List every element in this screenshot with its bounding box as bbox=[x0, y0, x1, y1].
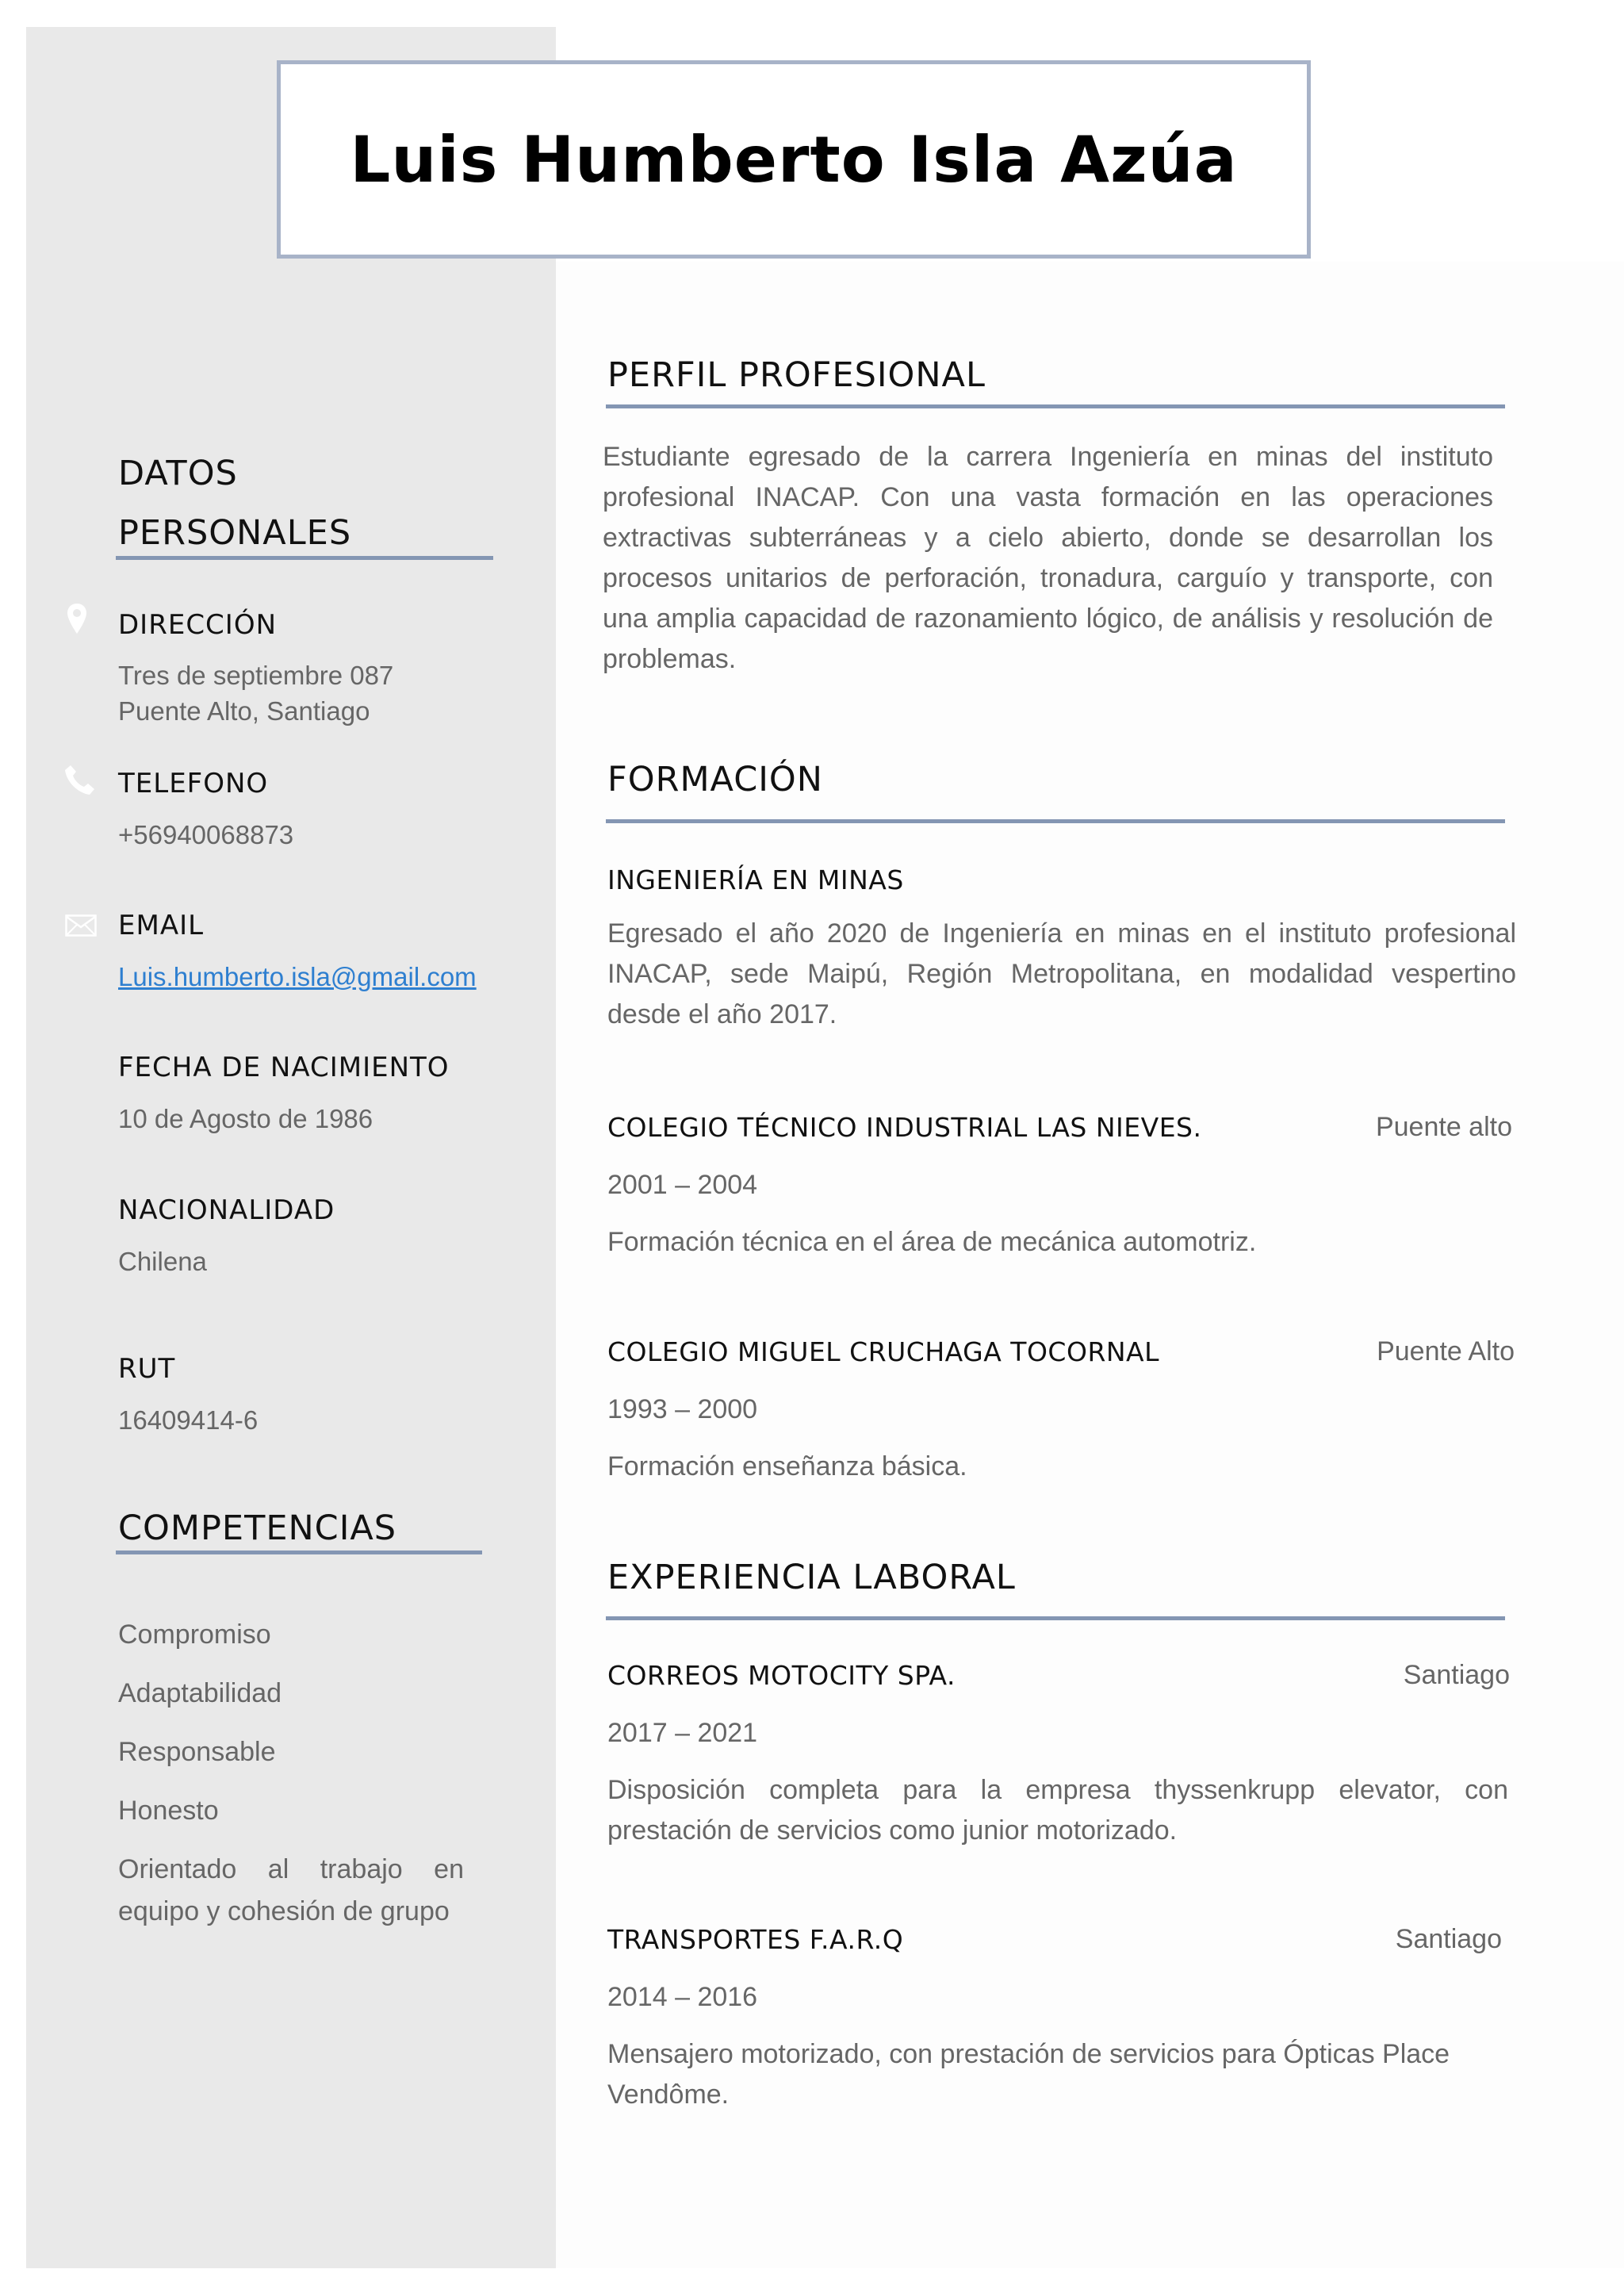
nationality-label: NACIONALIDAD bbox=[118, 1194, 335, 1226]
education-item-text: Egresado el año 2020 de Ingeniería en minas en el instituto profesional INACAP, sede Maipú, Región Metropolitana, en modalidad vespertino desde el año 2017. bbox=[607, 918, 1516, 1029]
experience-divider bbox=[606, 1616, 1505, 1620]
address-line2: Puente Alto, Santiago bbox=[118, 696, 370, 726]
experience-title: EXPERIENCIA LABORAL bbox=[607, 1558, 1016, 1597]
experience-item-title: CORREOS MOTOCITY SPA. bbox=[607, 1660, 956, 1691]
birth-value: 10 de Agosto de 1986 bbox=[118, 1104, 373, 1133]
competency-item: Responsable bbox=[118, 1737, 276, 1767]
personal-data-title-line1: DATOS bbox=[118, 454, 238, 493]
profile-title: PERFIL PROFESIONAL bbox=[607, 355, 986, 395]
profile-divider bbox=[606, 404, 1505, 408]
experience-item-title: TRANSPORTES F.A.R.Q bbox=[607, 1924, 904, 1955]
education-title: FORMACIÓN bbox=[607, 760, 823, 799]
education-item-text: Formación técnica en el área de mecánica automotriz. bbox=[607, 1227, 1257, 1257]
rut-label: RUT bbox=[118, 1353, 176, 1385]
email-link[interactable]: Luis.humberto.isla@gmail.com bbox=[118, 962, 477, 991]
personal-data-title-line2: PERSONALES bbox=[118, 513, 352, 553]
competency-item: Orientado al trabajo en equipo y cohesión de grupo bbox=[118, 1854, 464, 1926]
experience-item-text: Disposición completa para la empresa thyssenkrupp elevator, con prestación de servicios como junior motorizado. bbox=[607, 1775, 1508, 1846]
competency-item: Compromiso bbox=[118, 1619, 271, 1650]
personal-data-title bbox=[118, 444, 351, 563]
education-item-text: Formación enseñanza básica. bbox=[607, 1451, 967, 1481]
mail-icon bbox=[65, 914, 97, 937]
education-divider bbox=[606, 819, 1505, 823]
person-name: Luis Humberto Isla Azúa bbox=[350, 122, 1238, 197]
competency-item: Honesto bbox=[118, 1796, 219, 1826]
rut-value: 16409414-6 bbox=[118, 1405, 259, 1435]
name-header-box bbox=[277, 60, 1311, 259]
personal-data-divider bbox=[116, 556, 493, 560]
location-pin-icon bbox=[67, 603, 87, 634]
address-line1: Tres de septiembre 087 bbox=[118, 661, 394, 690]
email-label: EMAIL bbox=[118, 910, 205, 941]
education-item-title: COLEGIO TÉCNICO INDUSTRIAL LAS NIEVES. bbox=[607, 1112, 1202, 1143]
experience-item-years: 2014 – 2016 bbox=[607, 1982, 758, 2012]
birth-label: FECHA DE NACIMIENTO bbox=[118, 1052, 450, 1083]
experience-item-place: Santiago bbox=[1395, 1924, 1502, 1954]
education-item-place: Puente alto bbox=[1375, 1112, 1512, 1142]
education-item-years: 1993 – 2000 bbox=[607, 1394, 758, 1424]
experience-item-text: Mensajero motorizado, con prestación de servicios para Ópticas Place Vendôme. bbox=[607, 2039, 1450, 2110]
nationality-value: Chilena bbox=[118, 1247, 207, 1276]
address-label: DIRECCIÓN bbox=[118, 609, 278, 641]
competency-item: Adaptabilidad bbox=[118, 1678, 282, 1708]
education-item-place: Puente Alto bbox=[1377, 1336, 1515, 1366]
competencies-divider bbox=[116, 1550, 482, 1554]
profile-text: Estudiante egresado de la carrera Ingeniería en minas del instituto profesional INACAP. Con una vasta formación en las operaciones extractivas subterráneas y a cielo abierto, donde se desarrollan los procesos unitarios de perforación, tronadura, carguío y transporte, con una amplia capacidad de razonamiento lógico, de análisis y resolución de problemas. bbox=[603, 442, 1493, 674]
phone-value: +56940068873 bbox=[118, 820, 294, 849]
education-item-title: COLEGIO MIGUEL CRUCHAGA TOCORNAL bbox=[607, 1336, 1160, 1367]
education-item-years: 2001 – 2004 bbox=[607, 1170, 758, 1200]
phone-icon bbox=[63, 763, 97, 796]
competencies-title: COMPETENCIAS bbox=[118, 1508, 397, 1548]
experience-item-years: 2017 – 2021 bbox=[607, 1718, 758, 1748]
experience-item-place: Santiago bbox=[1403, 1660, 1510, 1690]
phone-label: TELEFONO bbox=[118, 768, 269, 799]
education-item-title: INGENIERÍA EN MINAS bbox=[607, 864, 904, 895]
